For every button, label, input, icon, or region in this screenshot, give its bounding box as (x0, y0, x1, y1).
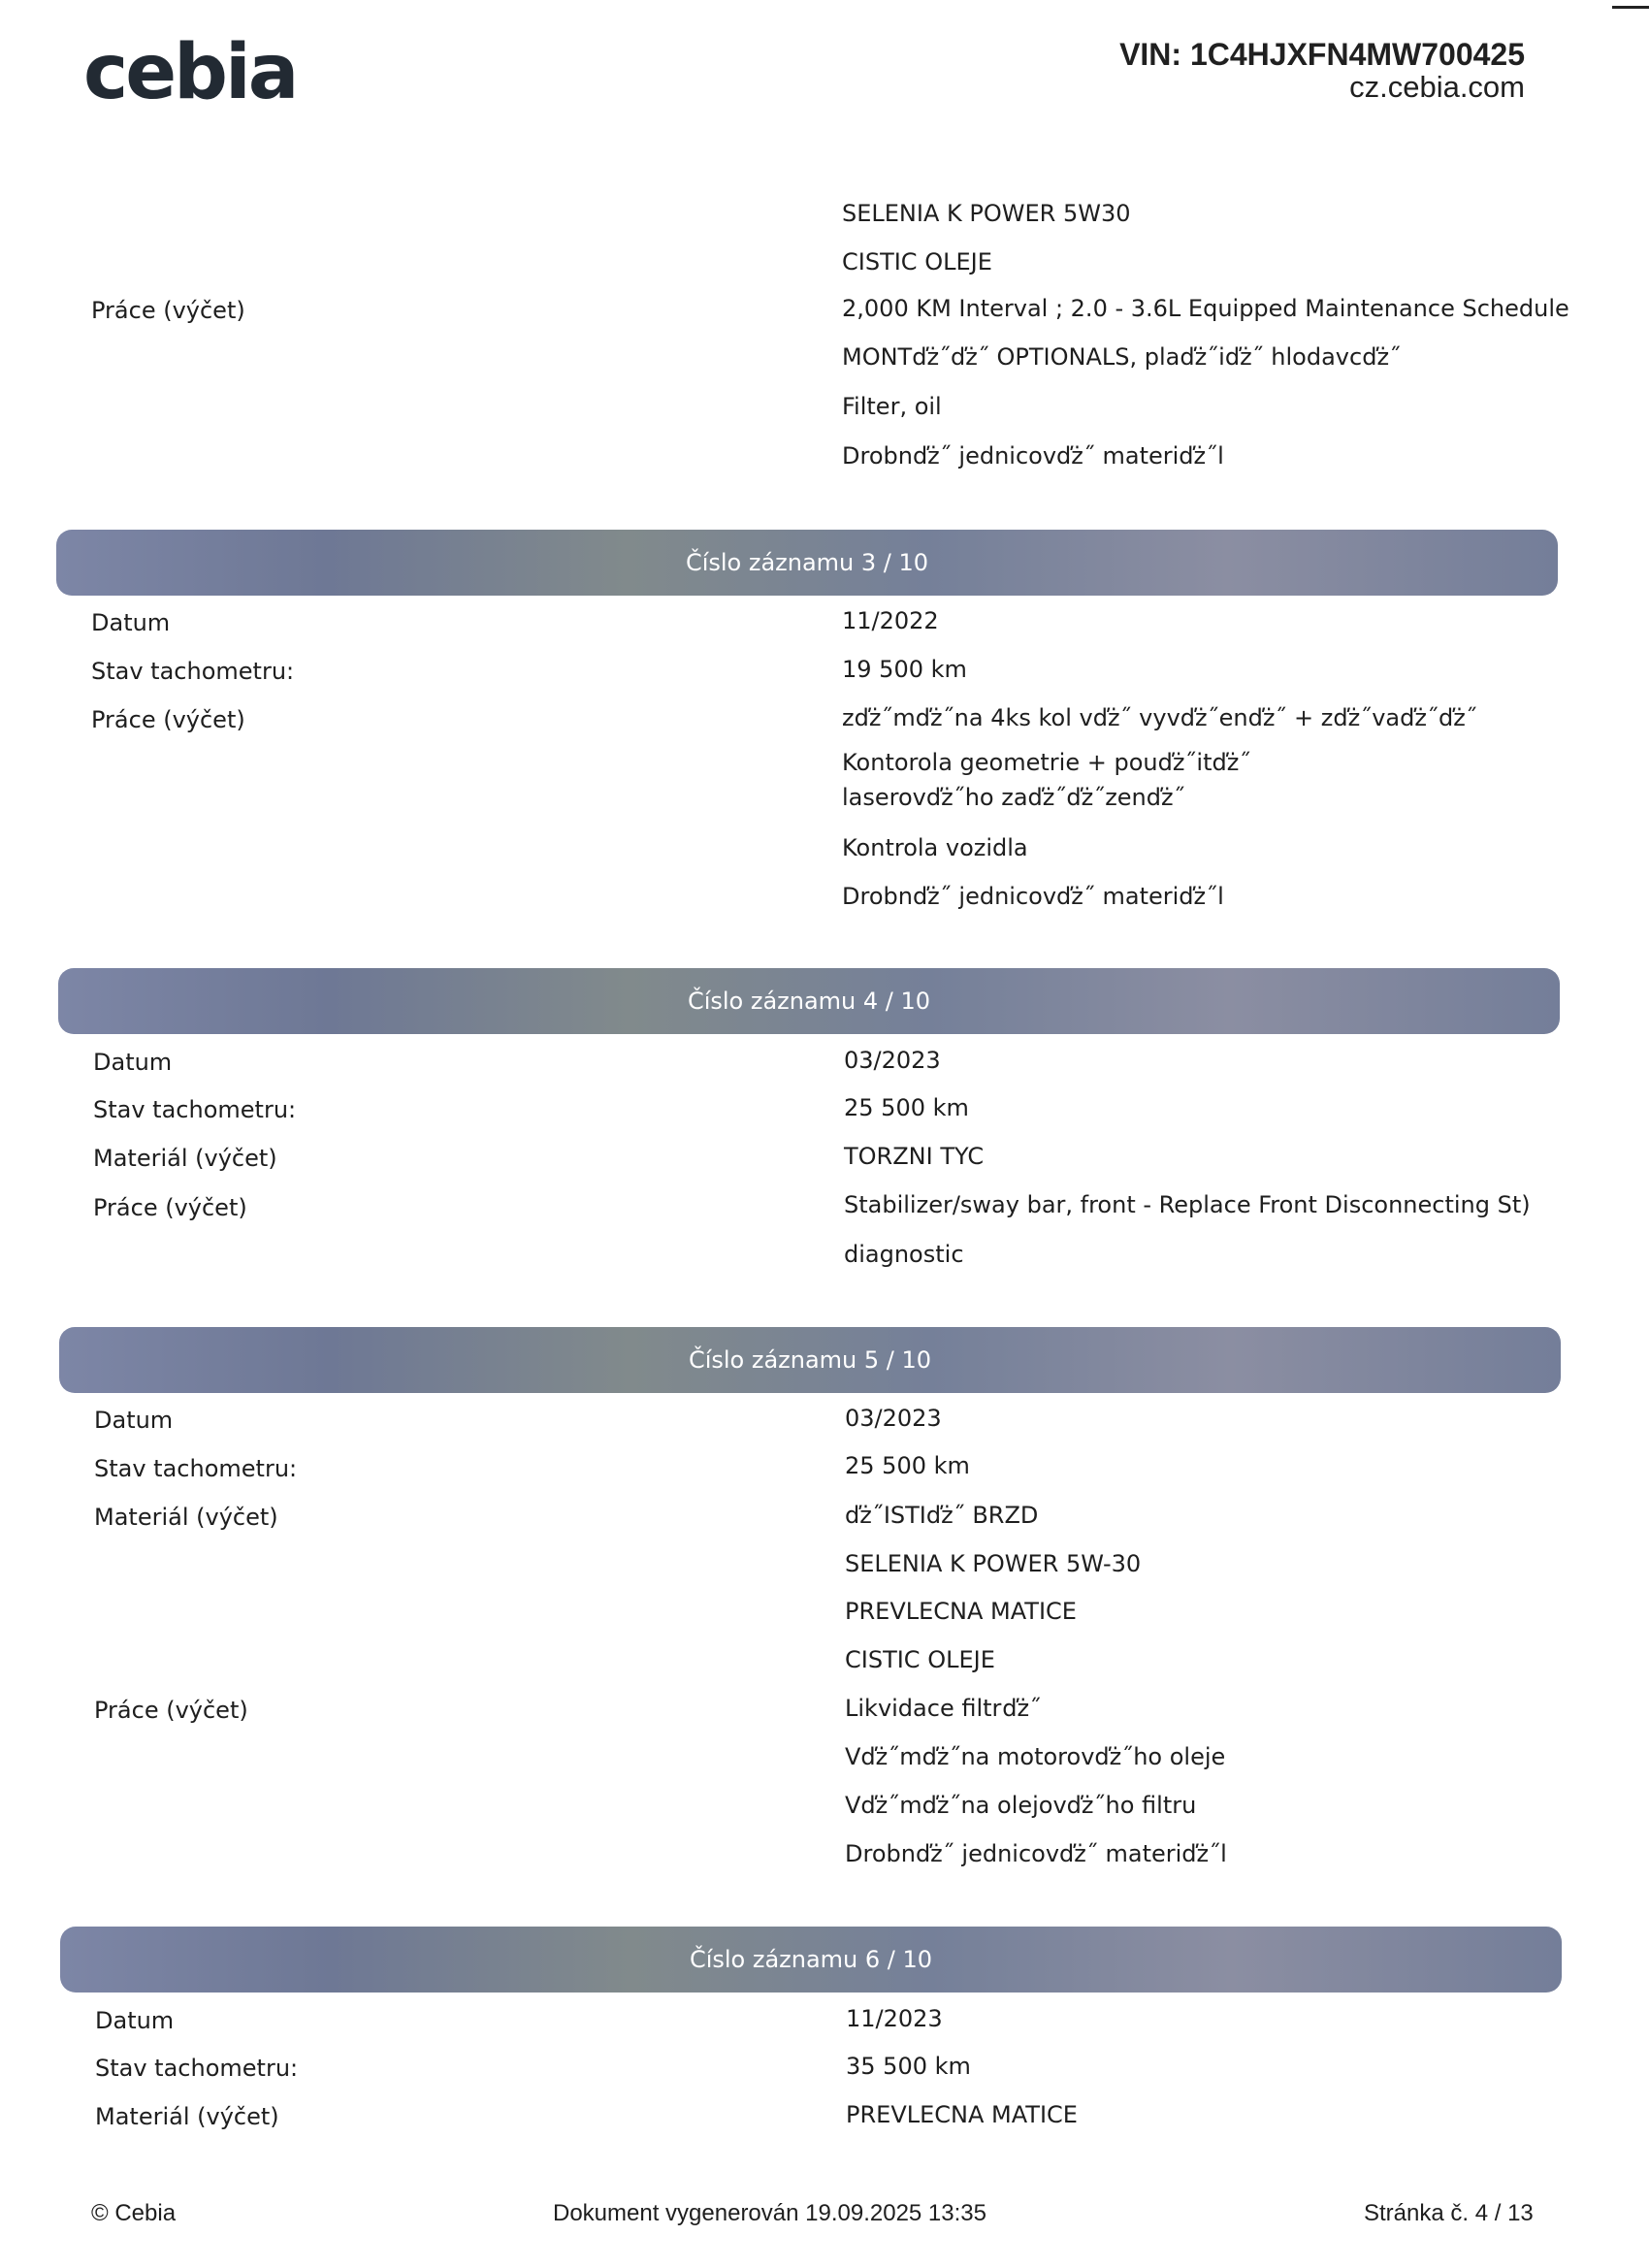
record-5-material-4: CISTIC OLEJE (845, 1646, 995, 1673)
record-3-odo: 19 500 km (842, 656, 967, 683)
record-5-material-label: Materiál (výčet) (94, 1504, 278, 1531)
record-4-material-1: TORZNI TYC (844, 1143, 985, 1170)
record-5-work-4: Drobnďż˝ jednicovďż˝ materiďż˝l (845, 1840, 1227, 1867)
record-3-header: Číslo záznamu 3 / 10 (56, 530, 1558, 596)
record-5-work-1: Likvidace filtrďż˝ (845, 1695, 1042, 1722)
prev-line-5: Filter, oil (842, 393, 942, 420)
prev-line-1: SELENIA K POWER 5W30 (842, 200, 1131, 227)
record-4-work-label: Práce (výčet) (93, 1194, 247, 1221)
record-5-odo-label: Stav tachometru: (94, 1455, 298, 1482)
record-5-work-2: Vďż˝mďż˝na motorovďż˝ho oleje (845, 1743, 1226, 1770)
record-3-odo-label: Stav tachometru: (91, 658, 295, 685)
record-3-work-2: Kontorola geometrie + pouďż˝itďż˝ laserovďż˝ho zaďż˝ďż˝zenďż˝ (842, 749, 1251, 811)
record-3-work-label: Práce (výčet) (91, 706, 245, 733)
record-6-material-1: PREVLECNA MATICE (846, 2101, 1078, 2128)
record-6-odo: 35 500 km (846, 2053, 971, 2080)
record-4-work-2: diagnostic (844, 1241, 964, 1268)
record-4-work-1: Stabilizer/sway bar, front - Replace Front Disconnecting St) (844, 1191, 1531, 1218)
record-4-date-label: Datum (93, 1049, 173, 1076)
record-4-header: Číslo záznamu 4 / 10 (58, 968, 1560, 1034)
record-5-material-2: SELENIA K POWER 5W-30 (845, 1550, 1142, 1577)
record-5-header: Číslo záznamu 5 / 10 (59, 1327, 1561, 1393)
prev-line-2: CISTIC OLEJE (842, 248, 992, 275)
record-3-date: 11/2022 (842, 607, 939, 634)
record-3-date-label: Datum (91, 609, 171, 636)
record-6-date-label: Datum (95, 2007, 175, 2034)
prev-line-3: 2,000 KM Interval ; 2.0 - 3.6L Equipped Maintenance Schedule (842, 295, 1569, 322)
record-4-odo-label: Stav tachometru: (93, 1096, 297, 1123)
site-link[interactable]: cz.cebia.com (1349, 70, 1525, 104)
record-4-material-label: Materiál (výčet) (93, 1145, 277, 1172)
record-5-date: 03/2023 (845, 1405, 942, 1432)
record-3-work-1: zďż˝mďż˝na 4ks kol vďż˝ vyvďż˝enďż˝ + zďż˝vaďż˝ďż˝ (842, 704, 1477, 731)
footer-page-number: Stránka č. 4 / 13 (1364, 2200, 1534, 2226)
record-5-material-3: PREVLECNA MATICE (845, 1598, 1077, 1625)
record-5-material-1: ďż˝ISTIďż˝ BRZD (845, 1502, 1039, 1529)
record-5-date-label: Datum (94, 1407, 174, 1434)
record-6-odo-label: Stav tachometru: (95, 2055, 299, 2082)
vin-number: VIN: 1C4HJXFN4MW700425 (1119, 37, 1525, 72)
prev-line-4: MONTďż˝ďż˝ OPTIONALS, plaďż˝iďż˝ hlodavcďż˝ (842, 343, 1402, 371)
prev-work-label: Práce (výčet) (91, 297, 245, 324)
footer-copyright: © Cebia (91, 2200, 177, 2226)
record-4-odo: 25 500 km (844, 1094, 969, 1121)
footer-generated: Dokument vygenerován 19.09.2025 13:35 (553, 2200, 986, 2226)
record-3-work-4: Drobnďż˝ jednicovďż˝ materiďż˝l (842, 883, 1224, 910)
record-6-date: 11/2023 (846, 2005, 943, 2032)
record-5-odo: 25 500 km (845, 1452, 970, 1479)
record-3-work-3: Kontrola vozidla (842, 834, 1028, 861)
page-edge-mark (1612, 6, 1649, 9)
record-6-header: Číslo záznamu 6 / 10 (60, 1927, 1562, 1993)
prev-line-6: Drobnďż˝ jednicovďż˝ materiďż˝l (842, 442, 1224, 470)
record-4-date: 03/2023 (844, 1047, 941, 1074)
record-5-work-3: Vďż˝mďż˝na olejovďż˝ho filtru (845, 1792, 1197, 1819)
record-6-material-label: Materiál (výčet) (95, 2103, 279, 2130)
cebia-logo: cebia (83, 29, 297, 116)
record-5-work-label: Práce (výčet) (94, 1697, 248, 1724)
